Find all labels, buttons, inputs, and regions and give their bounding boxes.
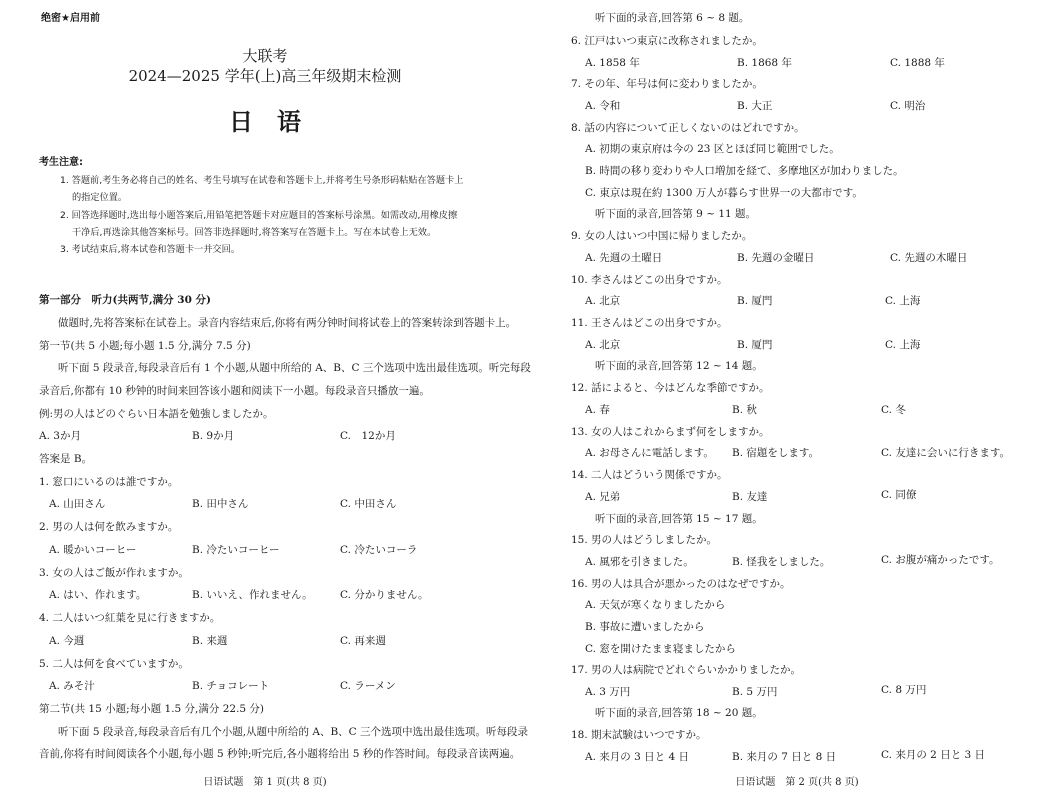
- option-17a: A. 3 万円: [585, 686, 631, 698]
- example-option-a: A. 3か月: [39, 430, 81, 442]
- option-11a: A. 北京: [585, 339, 621, 351]
- listening-intro: 听下面的录音,回答第 6 ~ 8 题。: [595, 12, 750, 24]
- option-9b: B. 先週の金曜日: [737, 252, 815, 264]
- option-1a: A. 山田さん: [49, 498, 106, 510]
- secret-mark: 绝密★启用前: [41, 13, 100, 24]
- question-10: 10. 李さんはどこの出身ですか。: [571, 274, 728, 286]
- option-17b: B. 5 万円: [732, 686, 778, 698]
- question-13: 13. 女の人はこれからまず何をしますか。: [571, 426, 770, 438]
- section1-desc: 录音后,你都有 10 秒钟的时间来回答该小题和阅读下一小题。每段录音只播放一遍。: [39, 385, 430, 397]
- section2-desc: 音前,你将有时间阅读各个小题,每小题 5 秒钟;听完后,各小题将给出 5 秒的作答时间。每段录音读两遍。: [39, 748, 521, 760]
- option-6a: A. 1858 年: [585, 57, 640, 69]
- listening-intro: 听下面的录音,回答第 15 ~ 17 题。: [595, 513, 763, 525]
- section1-title: 第一节(共 5 小题;每小题 1.5 分,满分 7.5 分): [39, 340, 251, 352]
- exam-page-2: [540, 0, 1054, 800]
- question-15: 15. 男の人はどうしましたか。: [571, 534, 718, 546]
- example-question: 例:男の人はどのぐらい日本語を勉強しましたか。: [39, 408, 274, 420]
- option-18c: C. 来月の 2 日と 3 日: [881, 749, 986, 761]
- option-7c: C. 明治: [890, 100, 926, 112]
- option-3c: C. 分かりません。: [340, 589, 429, 601]
- option-5a: A. みそ汁: [49, 680, 95, 692]
- subject-title: 日 语: [229, 108, 301, 136]
- option-6c: C. 1888 年: [890, 57, 945, 69]
- option-6b: B. 1868 年: [737, 57, 792, 69]
- option-12c: C. 冬: [881, 404, 906, 416]
- option-14a: A. 兄弟: [585, 491, 621, 503]
- option-14b: B. 友達: [732, 491, 768, 503]
- question-6: 6. 江戸はいつ東京に改称されましたか。: [571, 35, 763, 47]
- option-5c: C. ラーメン: [340, 680, 396, 692]
- page-footer: 日语试题 第 1 页(共 8 页): [203, 777, 327, 788]
- option-18b: B. 来月の 7 日と 8 日: [732, 751, 837, 763]
- option-16c: C. 窓を開けたまま寝ましたから: [585, 643, 736, 655]
- question-1: 1. 窓口にいるのは誰ですか。: [39, 476, 179, 488]
- notice-line: 的指定位置。: [72, 192, 128, 203]
- question-14: 14. 二人はどういう関係ですか。: [571, 469, 728, 481]
- option-8b: B. 時間の移り変わりや人口増加を経て、多摩地区が加わりました。: [585, 165, 904, 177]
- question-18: 18. 期末試験はいつですか。: [571, 729, 707, 741]
- question-5: 5. 二人は何を食べていますか。: [39, 658, 189, 670]
- option-2b: B. 冷たいコーヒー: [192, 544, 280, 556]
- option-4c: C. 再来週: [340, 635, 386, 647]
- example-answer: 答案是 B。: [39, 453, 93, 465]
- option-3b: B. いいえ、作れません。: [192, 589, 313, 601]
- question-16: 16. 男の人は具合が悪かったのはなぜですか。: [571, 578, 791, 590]
- option-11c: C. 上海: [885, 339, 921, 351]
- option-16b: B. 事故に遭いましたから: [585, 621, 705, 633]
- question-7: 7. その年、年号は何に変わりましたか。: [571, 78, 763, 90]
- option-3a: A. はい、作れます。: [49, 589, 147, 601]
- option-4b: B. 来週: [192, 635, 228, 647]
- option-8a: A. 初期の東京府は今の 23 区とほぼ同じ範囲でした。: [585, 143, 840, 155]
- option-2a: A. 暖かいコーヒー: [49, 544, 137, 556]
- section1-desc: 听下面 5 段录音,每段录音后有 1 个小题,从题中所给的 A、B、C 三个选项中选出最佳选项。听完每段: [58, 362, 531, 374]
- part1-title: 第一部分 听力(共两节,满分 30 分): [39, 294, 212, 306]
- option-10b: B. 厦門: [737, 295, 773, 307]
- exam-org: 大联考: [242, 47, 288, 65]
- question-12: 12. 話によると、今はどんな季節ですか。: [571, 382, 770, 394]
- notice-line: 干净后,再选涂其他答案标号。回答非选择题时,将答案写在答题卡上。写在本试卷上无效。: [72, 227, 437, 238]
- option-7b: B. 大正: [737, 100, 773, 112]
- option-18a: A. 来月の 3 日と 4 日: [585, 751, 689, 763]
- notice-line: 2. 回答选择题时,选出每小题答案后,用铅笔把答题卡对应题目的答案标号涂黑。如需改动,用橡皮擦: [60, 210, 458, 221]
- example-option-b: B. 9か月: [192, 430, 235, 442]
- listening-intro: 听下面的录音,回答第 9 ~ 11 题。: [595, 208, 757, 220]
- option-16a: A. 天気が寒くなりましたから: [585, 599, 726, 611]
- option-9c: C. 先週の木曜日: [890, 252, 968, 264]
- option-10c: C. 上海: [885, 295, 921, 307]
- option-2c: C. 冷たいコーラ: [340, 544, 418, 556]
- option-9a: A. 先週の土曜日: [585, 252, 663, 264]
- notice-line: 1. 答题前,考生务必将自己的姓名、考生号填写在试卷和答题卡上,并将考生号条形码粘贴在答题卡上: [60, 175, 464, 186]
- example-option-c: C. 12か月: [340, 430, 396, 442]
- option-12b: B. 秋: [732, 404, 757, 416]
- option-1b: B. 田中さん: [192, 498, 249, 510]
- option-11b: B. 厦門: [737, 339, 773, 351]
- option-10a: A. 北京: [585, 295, 621, 307]
- option-15b: B. 怪我をしました。: [732, 556, 831, 568]
- option-15a: A. 風邪を引きました。: [585, 556, 694, 568]
- question-8: 8. 話の内容について正しくないのはどれですか。: [571, 122, 805, 134]
- page-footer: 日语试题 第 2 页(共 8 页): [735, 777, 859, 788]
- exam-title: 2024—2025 学年(上)高三年级期末检测: [128, 67, 402, 85]
- option-14c: C. 同僚: [881, 489, 917, 501]
- section2-desc: 听下面 5 段录音,每段录音后有几个小题,从题中所给的 A、B、C 三个选项中选出最佳选项。听每段录: [58, 726, 529, 738]
- option-12a: A. 春: [585, 404, 610, 416]
- part1-desc: 做题时,先将答案标在试卷上。录音内容结束后,你将有两分钟时间将试卷上的答案转涂到答题卡上。: [58, 317, 517, 329]
- option-13c: C. 友達に会いに行きます。: [881, 447, 1010, 459]
- option-13a: A. お母さんに電話します。: [585, 447, 714, 459]
- question-3: 3. 女の人はご飯が作れますか。: [39, 567, 189, 579]
- question-9: 9. 女の人はいつ中国に帰りましたか。: [571, 230, 753, 242]
- option-4a: A. 今週: [49, 635, 85, 647]
- notice-title: 考生注意:: [39, 157, 83, 168]
- option-1c: C. 中田さん: [340, 498, 397, 510]
- option-5b: B. チョコレート: [192, 680, 270, 692]
- question-2: 2. 男の人は何を飲みますか。: [39, 521, 179, 533]
- option-13b: B. 宿題をします。: [732, 447, 820, 459]
- notice-line: 3. 考试结束后,将本试卷和答题卡一并交回。: [60, 244, 240, 255]
- section2-title: 第二节(共 15 小题;每小题 1.5 分,满分 22.5 分): [39, 703, 265, 715]
- question-4: 4. 二人はいつ紅葉を見に行きますか。: [39, 612, 221, 624]
- question-17: 17. 男の人は病院でどれぐらいかかりましたか。: [571, 664, 802, 676]
- listening-intro: 听下面的录音,回答第 18 ~ 20 题。: [595, 707, 763, 719]
- option-15c: C. お腹が痛かったです。: [881, 554, 1000, 566]
- option-8c: C. 東京は現在約 1300 万人が暮らす世界一の大都市です。: [585, 187, 863, 199]
- question-11: 11. 王さんはどこの出身ですか。: [571, 317, 728, 329]
- listening-intro: 听下面的录音,回答第 12 ~ 14 题。: [595, 360, 763, 372]
- option-17c: C. 8 万円: [881, 684, 927, 696]
- option-7a: A. 令和: [585, 100, 621, 112]
